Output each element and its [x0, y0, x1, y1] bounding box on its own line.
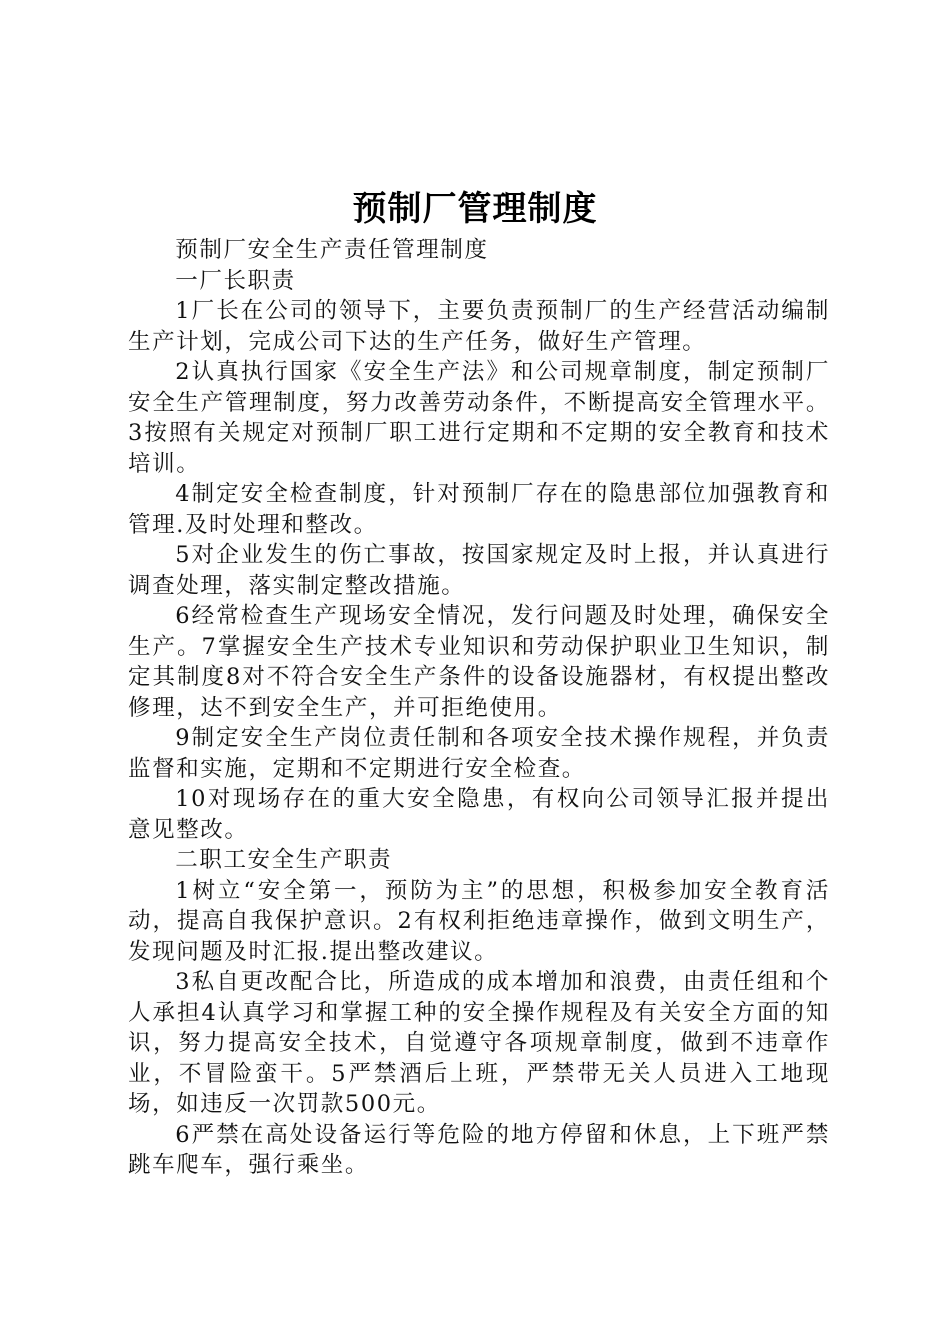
paragraph: 4制定安全检查制度，针对预制厂存在的隐患部位加强教育和管理.及时处理和整改。 — [128, 481, 830, 538]
paragraph: 一厂长职责 — [175, 267, 296, 294]
paragraph: 1树立“安全第一，预防为主”的思想，积极参加安全教育活动，提高自我保护意识。2有权利拒绝违章操作，做到文明生产，发现问题及时汇报.提出整改建议。 — [128, 877, 830, 965]
paragraph: 9制定安全生产岗位责任制和各项安全技术操作规程，并负责监督和实施，定期和不定期进行安全检查。 — [128, 725, 830, 782]
paragraph: 5对企业发生的伤亡事故，按国家规定及时上报，并认真进行调查处理，落实制定整改措施。 — [128, 542, 830, 599]
document-body — [128, 235, 830, 1181]
paragraph: 3私自更改配合比，所造成的成本增加和浪费，由责任组和个人承担4认真学习和掌握工种的安全操作规程及有关安全方面的知识，努力提高安全技术，自觉遵守各项规章制度，做到不违章作业，不冒险蛮干。5严禁酒后上班，严禁带无关人员进入工地现场，如违反一次罚款500元。 — [128, 969, 830, 1117]
paragraph: 6经常检查生产现场安全情况，发行问题及时处理，确保安全生产。7掌握安全生产技术专业知识和劳动保护职业卫生知识，制定其制度8对不符合安全生产条件的设备设施器材，有权提出整改修理，达不到安全生产，并可拒绝使用。 — [128, 603, 830, 721]
document-title: 预制厂管理制度 — [352, 189, 598, 229]
paragraph: 1厂长在公司的领导下，主要负责预制厂的生产经营活动编制生产计划，完成公司下达的生产任务，做好生产管理。 — [128, 298, 830, 355]
paragraph: 二职工安全生产职责 — [175, 847, 393, 873]
paragraph: 10对现场存在的重大安全隐患，有权向公司领导汇报并提出意见整改。 — [128, 786, 830, 843]
paragraph: 预制厂安全生产责任管理制度 — [175, 237, 489, 263]
paragraph: 6严禁在高处设备运行等危险的地方停留和休息，上下班严禁跳车爬车，强行乘坐。 — [128, 1121, 830, 1178]
paragraph: 2认真执行国家《安全生产法》和公司规章制度，制定预制厂安全生产管理制度，努力改善劳动条件，不断提高安全管理水平。3按照有关规定对预制厂职工进行定期和不定期的安全教育和技术培训。 — [128, 359, 830, 477]
